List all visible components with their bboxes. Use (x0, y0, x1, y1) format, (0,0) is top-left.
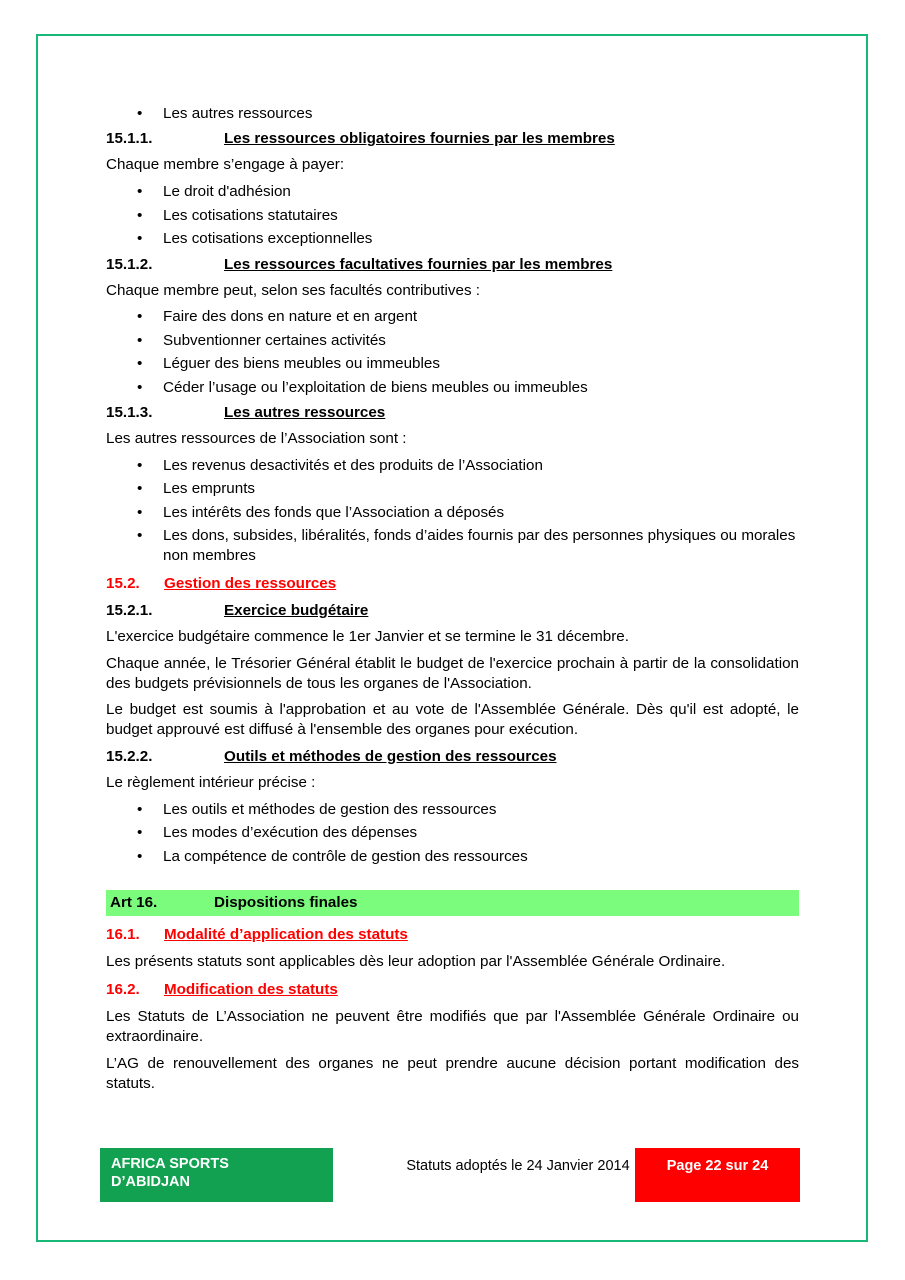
paragraph-15-1-2-lead: Chaque membre peut, selon ses facultés contributives : (106, 281, 480, 299)
heading-15-1-3 (106, 403, 799, 422)
list-item (106, 378, 799, 397)
list-item (106, 229, 799, 248)
footer-organization-box (100, 1148, 333, 1202)
bullet-icon: • (137, 206, 143, 224)
heading-15-1-2 (106, 255, 799, 274)
list-item (106, 104, 799, 123)
list-item-label: Le droit d'adhésion (163, 183, 291, 201)
heading-number: 15.2. (106, 575, 140, 593)
heading-15-2-2 (106, 747, 799, 766)
bullet-icon: • (137, 105, 143, 122)
bullet-icon: • (137, 456, 143, 474)
article-banner-16 (106, 890, 799, 916)
heading-number: 15.1.3. (106, 404, 153, 422)
footer-org-line1: AFRICA SPORTS (111, 1156, 229, 1172)
paragraph-15-2-1-a: L'exercice budgétaire commence le 1er Janvier et se termine le 31 décembre. (106, 628, 629, 646)
bullet-icon: • (137, 183, 143, 201)
paragraph-15-2-2-lead: Le règlement intérieur précise : (106, 773, 316, 791)
list-item-label: Les cotisations exceptionnelles (163, 230, 373, 248)
footer-page-number-box: Page 22 sur 24 (635, 1148, 800, 1202)
list-15-2-2 (106, 800, 799, 866)
paragraph-15-2-1-b: Chaque année, le Trésorier Général établit le budget de l'exercice prochain à partir de la consolidation des budgets prévisionnels de tous les organes de l'Association. (106, 654, 799, 692)
heading-title: Modification des statuts (164, 981, 338, 999)
heading-title: Exercice budgétaire (224, 602, 369, 620)
paragraph-16-1: Les présents statuts sont applicables dès leur adoption par l'Assemblée Générale Ordinaire. (106, 952, 726, 970)
heading-title: Outils et méthodes de gestion des ressources (224, 747, 557, 765)
heading-title: Les ressources facultatives fournies par les membres (224, 255, 613, 273)
bullet-icon: • (137, 331, 143, 349)
list-item (106, 503, 799, 522)
heading-16-1 (106, 925, 799, 944)
footer-org-line2: D’ABIDJAN (111, 1173, 190, 1190)
paragraph-16-2-b: L’AG de renouvellement des organes ne peut prendre aucune décision portant modification des statuts. (106, 1054, 799, 1092)
list-item-label: Léguer des biens meubles ou immeubles (163, 355, 440, 373)
heading-number: 15.2.2. (106, 747, 153, 765)
intro-bullet-list (106, 104, 799, 123)
article-number: Art 16. (110, 894, 158, 911)
list-item (106, 800, 799, 819)
list-item-label: Les dons, subsides, libéralités, fonds d’aides fournis par des personnes physiques ou morales non membres (163, 527, 796, 564)
paragraph-15-1-1-lead: Chaque membre s’engage à payer: (106, 156, 345, 174)
list-15-1-2 (106, 307, 799, 397)
list-item (106, 182, 799, 201)
list-item-label: Les emprunts (163, 480, 256, 498)
bullet-icon: • (137, 230, 143, 248)
bullet-icon: • (137, 847, 143, 865)
bullet-icon: • (137, 800, 143, 818)
list-item (106, 526, 799, 565)
list-item-label: Les revenus desactivités et des produits de l’Association (163, 456, 543, 474)
list-item (106, 823, 799, 842)
list-item-label: Les autres ressources (163, 105, 313, 122)
list-item-label: La compétence de contrôle de gestion des ressources (163, 847, 528, 865)
paragraph-16-2-a: Les Statuts de L’Association ne peuvent être modifiés que par l'Assemblée Générale Ordinaire ou extraordinaire. (106, 1008, 799, 1046)
page-footer (100, 1148, 800, 1204)
heading-number: 16.2. (106, 981, 140, 999)
list-item-label: Les modes d’exécution des dépenses (163, 824, 418, 842)
list-item (106, 206, 799, 225)
paragraph-15-1-3-lead: Les autres ressources de l’Association sont : (106, 430, 407, 448)
list-item (106, 331, 799, 350)
list-item (106, 456, 799, 475)
heading-number: 15.1.1. (106, 130, 153, 148)
heading-title: Les ressources obligatoires fournies par les membres (224, 130, 615, 148)
article-title: Dispositions finales (214, 894, 358, 911)
heading-15-1-1 (106, 129, 799, 148)
heading-number: 15.1.2. (106, 255, 153, 273)
heading-number: 16.1. (106, 925, 140, 943)
list-item-label: Les outils et méthodes de gestion des ressources (163, 800, 497, 818)
bullet-icon: • (137, 824, 143, 842)
heading-title: Les autres ressources (224, 404, 386, 422)
list-item (106, 847, 799, 866)
list-item (106, 479, 799, 498)
bullet-icon: • (137, 308, 143, 326)
bullet-icon: • (137, 527, 143, 545)
heading-15-2 (106, 574, 799, 593)
heading-16-2 (106, 980, 799, 999)
bullet-icon: • (137, 480, 143, 498)
list-item (106, 307, 799, 326)
document-content (106, 104, 799, 1100)
list-15-1-3 (106, 456, 799, 565)
list-item-label: Céder l’usage ou l’exploitation de biens meubles ou immeubles (163, 378, 588, 396)
bullet-icon: • (137, 378, 143, 396)
footer-adoption-date: Statuts adoptés le 24 Janvier 2014 (406, 1158, 630, 1174)
heading-title: Modalité d’application des statuts (164, 925, 408, 943)
heading-number: 15.2.1. (106, 602, 153, 620)
list-item (106, 354, 799, 373)
list-item-label: Les intérêts des fonds que l’Association a déposés (163, 503, 505, 521)
list-15-1-1 (106, 182, 799, 248)
paragraph-15-2-1-c: Le budget est soumis à l'approbation et au vote de l'Assemblée Générale. Dès qu'il est adopté, le budget approuvé est diffusé à l'ensemble des organes pour exécution. (106, 701, 799, 739)
heading-title: Gestion des ressources (164, 575, 337, 593)
bullet-icon: • (137, 503, 143, 521)
heading-15-2-1 (106, 601, 799, 620)
list-item-label: Subventionner certaines activités (163, 331, 386, 349)
list-item-label: Les cotisations statutaires (163, 206, 338, 224)
bullet-icon: • (137, 355, 143, 373)
list-item-label: Faire des dons en nature et en argent (163, 308, 418, 326)
